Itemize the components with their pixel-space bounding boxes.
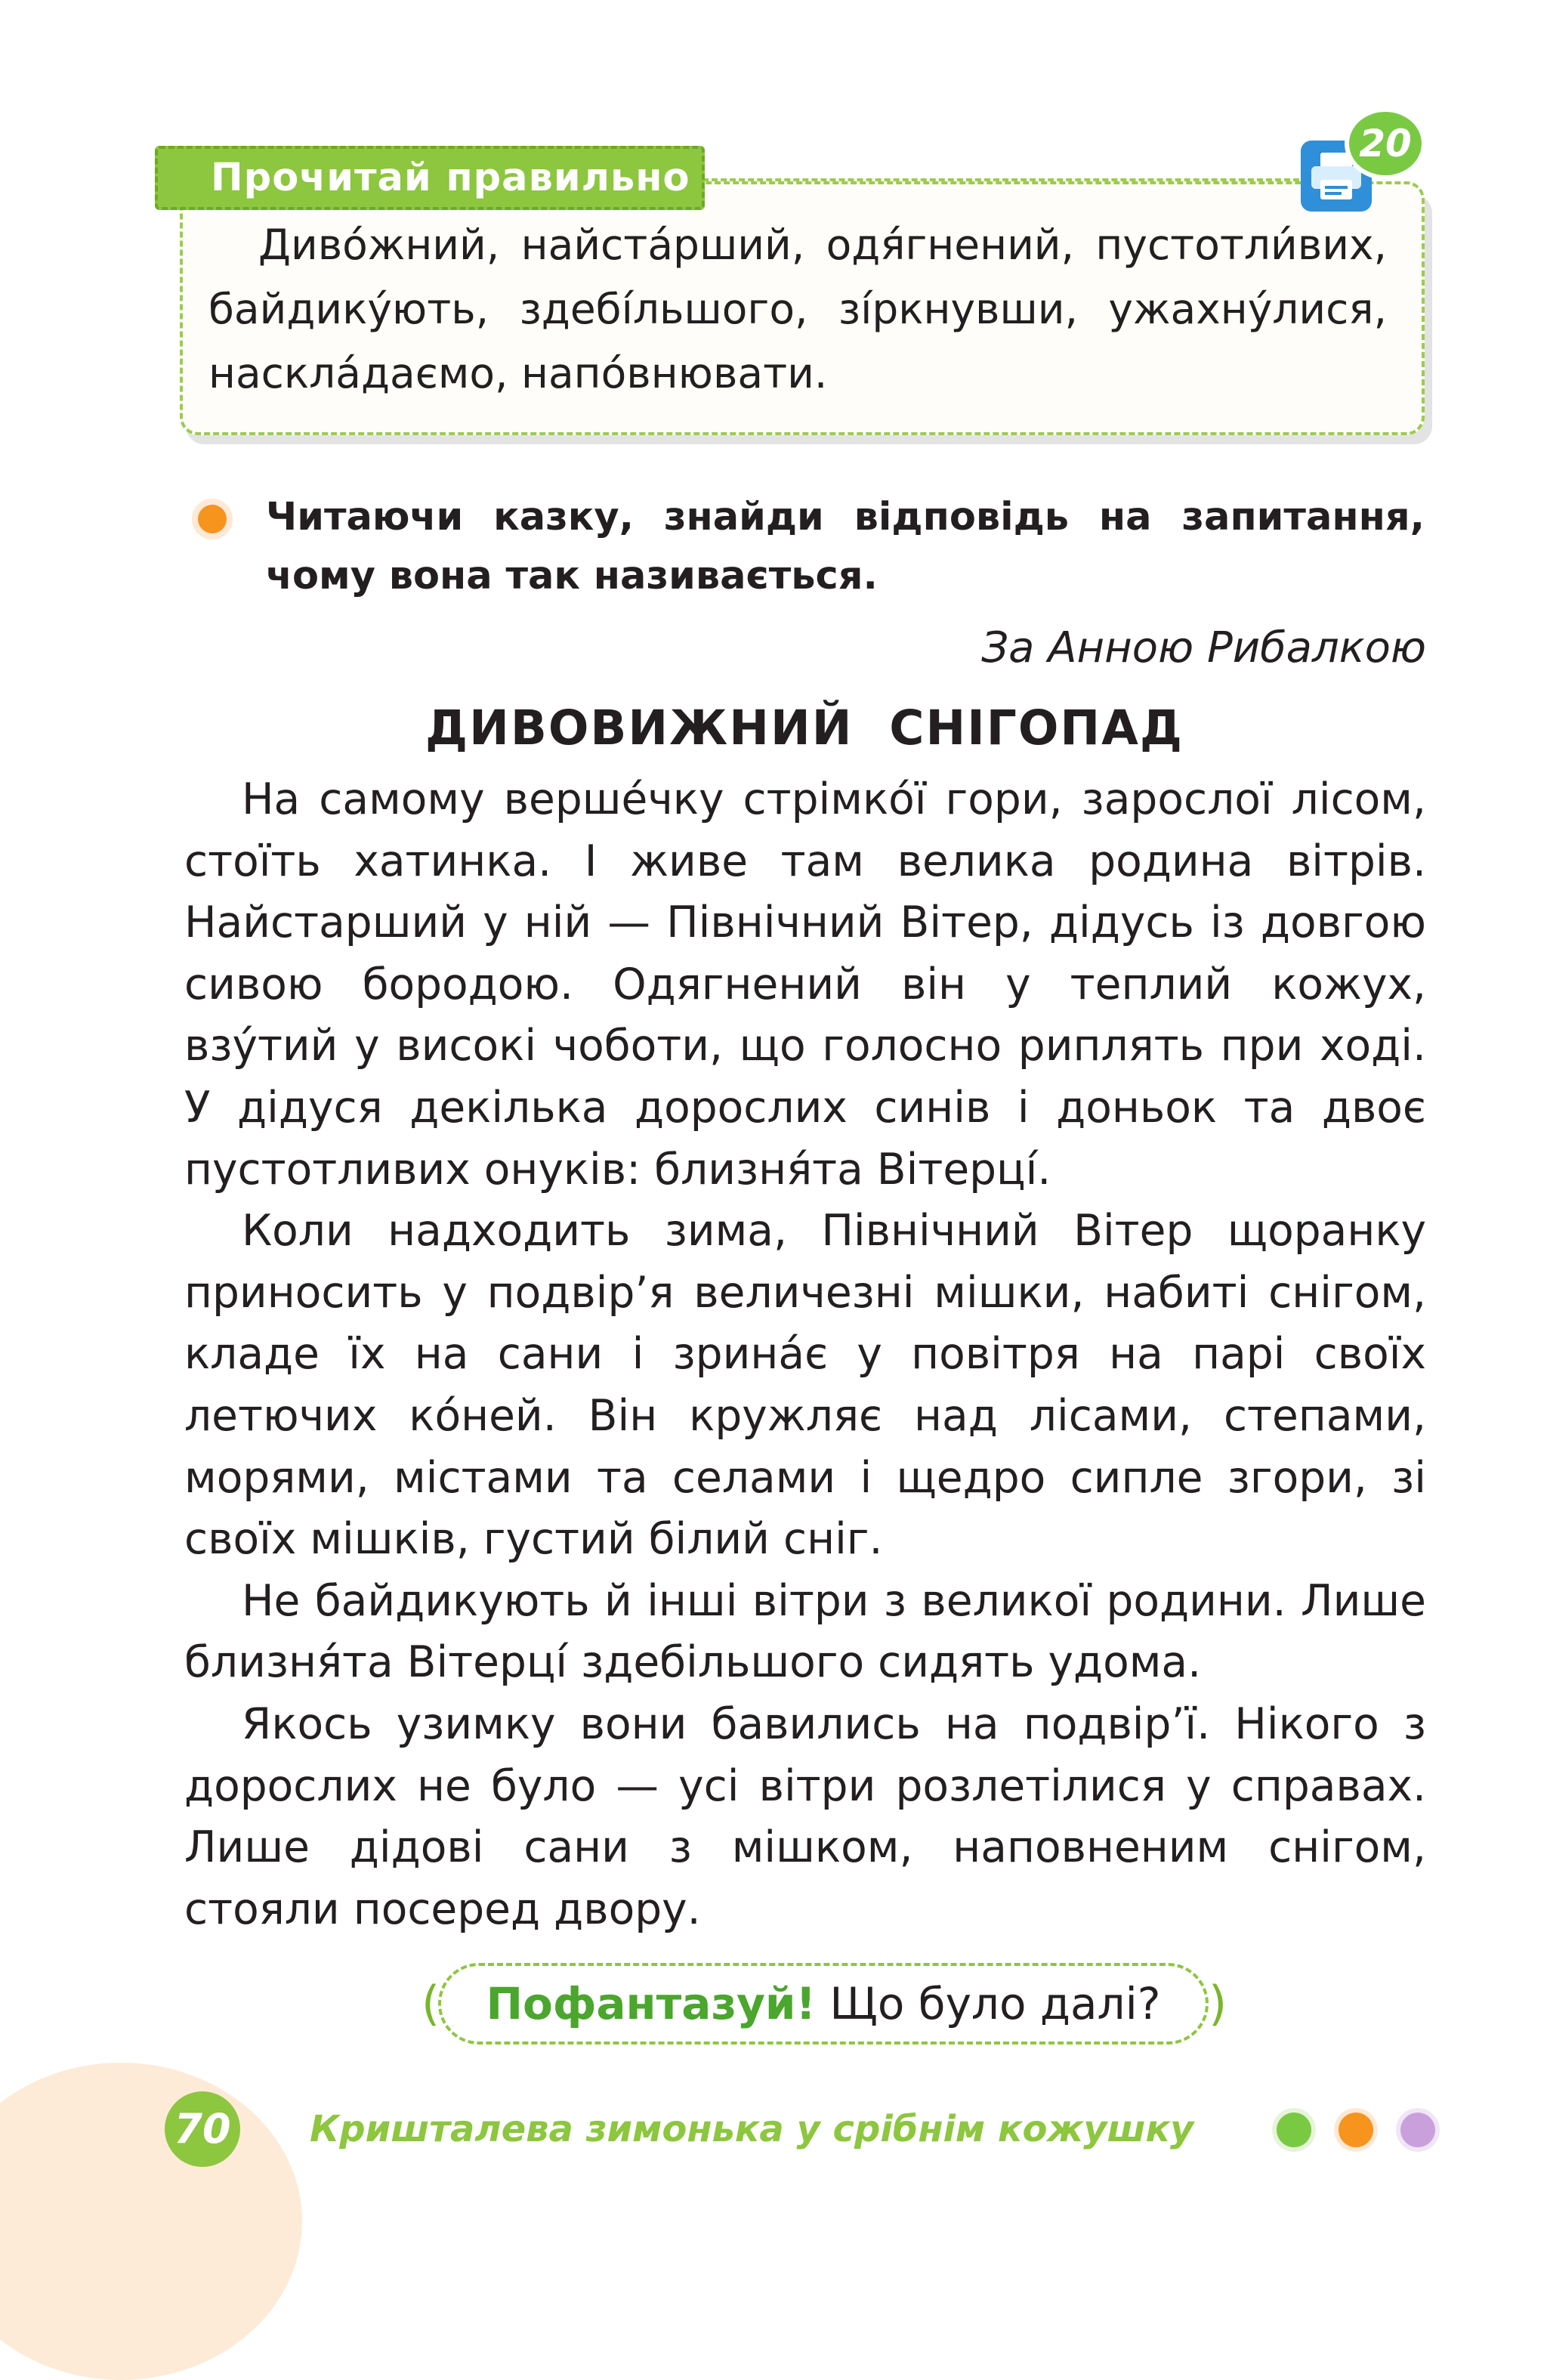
fantasize-prompt <box>438 1963 1209 2045</box>
story-title-text: ДИВОВИЖНИЙ СНІГОПАД <box>425 700 1184 756</box>
fantasize-question: Що було далі? <box>816 1978 1161 2029</box>
read-correctly-words <box>208 213 1387 406</box>
orange-bullet-core <box>198 505 227 533</box>
story-author: За Анною Рибалкою <box>981 623 1426 672</box>
fantasize-heading: Пофантазуй! <box>486 1978 816 2029</box>
story-text <box>184 769 1426 1940</box>
stressed-words: Диво́жний, найста́рший, одя́гнений, пустотли́вих, байдику́ють, здебі́льшого, зі́ркнувши, ужахну́лися, наскла́даємо, напо́внювати. <box>208 221 1387 397</box>
lesson-number-badge: 20 <box>1345 107 1426 180</box>
page-corner-blob <box>0 2063 302 2380</box>
story-paragraph-4: Якось узимку вони бавились на подвір’ї. Нікого з дорослих не було — усі вітри розлетілися у справах. Лише дідові сани з мішком, наповненим снігом, стояли посеред двору. <box>184 1698 1426 1934</box>
box-dashed-line <box>702 178 1299 181</box>
story-title <box>0 695 1547 762</box>
right-bracket-icon: ) <box>1209 1976 1227 2031</box>
green-dot-icon <box>1277 2113 1311 2147</box>
story-paragraph-3: Не байдикують й інші вітри з великої родини. Лише близня́та Вітерці́ здебільшого сидять удома. <box>184 1575 1426 1688</box>
left-bracket-icon: ( <box>421 1976 440 2031</box>
section-title: Кришталева зимонька у срібнім кожушку <box>310 2108 1194 2150</box>
story-paragraph-1: На самому верше́чку стрімко́ї гори, зарослої лісом, стоїть хатинка. І живе там велика родина вітрів. Найстарший у ній — Північний Вітер, дідусь із довгою сивою бородою. Одягнений він у теплий кожух, взу́тий у високі чоботи, що голосно риплять при ході. У дідуся декілька дорослих синів і доньок та двоє пустотливих онуків: близня́та Вітерці́. <box>184 774 1426 1195</box>
orange-dot-icon <box>1339 2113 1373 2147</box>
story-paragraph-2: Коли надходить зима, Північний Вітер щоранку приносить у подвір’я величезні мішки, набиті снігом, кладе їх на сани і зрина́є у повітря на парі своїх летючих ко́ней. Він кружляє над лісами, степами, морями, містами та селами і щедро сипле згори, зі своїх мішків, густий білий сніг. <box>184 1206 1426 1565</box>
read-correctly-label: Прочитай правильно <box>155 146 705 210</box>
page-number: 70 <box>165 2091 240 2167</box>
task-instruction: Читаючи казку, знайди відповідь на запитання, чому вона так називається. <box>266 495 1425 598</box>
purple-dot-icon <box>1400 2113 1435 2147</box>
